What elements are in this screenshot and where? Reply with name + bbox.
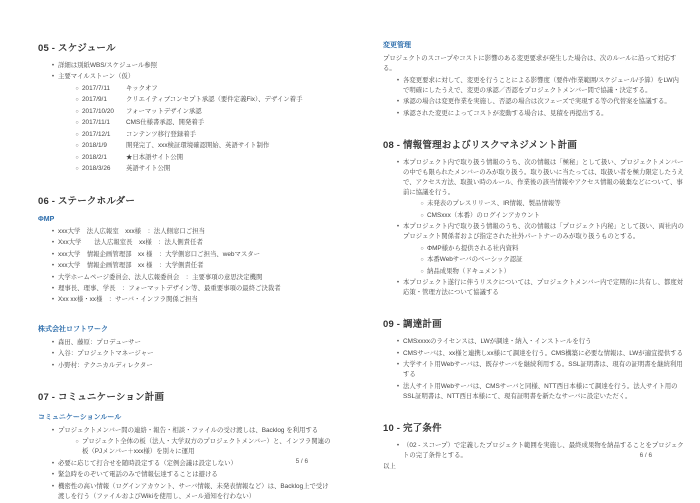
document-end-marker: 以上 xyxy=(383,463,396,471)
bullet-icon: • xyxy=(396,349,400,357)
stakeholder-group-mp-heading: ΦMP xyxy=(38,215,55,223)
milestone-row: ○ 2018/1/9 開発完了、xxx検証環境確認開始、英語サイト制作 xyxy=(38,141,334,151)
list-item: • CMSxxxxのライセンスは、LWが調達・納入・インストールを行う xyxy=(383,337,685,347)
page-number-right: 6 / 6 xyxy=(639,452,652,459)
list-item: • 大学ホームページ委員会、法人広報委員会 ：主要事項の意思決定機関 xyxy=(38,273,334,283)
list-item: ○ 未発表のプレスリリース、IR情報、製品情報等 xyxy=(383,199,685,209)
circle-bullet-icon: ○ xyxy=(75,97,79,104)
page-right-content xyxy=(383,40,685,474)
list-item: • 承認された変更によってコストが変動する場合は、見積を再提出する。 xyxy=(383,109,685,119)
list-item: • 必要に応じて打合せを随時設定する（定例会議は設定しない） xyxy=(38,459,334,469)
bullet-icon: • xyxy=(51,62,55,69)
bullet-icon: • xyxy=(51,250,55,258)
bullet-icon: • xyxy=(51,227,55,235)
circle-bullet-icon: ○ xyxy=(75,154,79,161)
list-item: • Xxx xx様・xx様 ：サーバ・インフラ関係ご担当 xyxy=(38,295,334,305)
milestone-row: ○ 2018/2/1 ★日本語サイト公開 xyxy=(38,153,334,163)
list-item: • （02 - スコープ）で定義したプロジェクト範囲を実施し、最終成果物を納品することをプロジェクトの完了条件とする。 xyxy=(383,441,685,461)
section-08-heading: 08 - 情報管理およびリスクマネジメント計画 xyxy=(383,140,578,152)
circle-bullet-icon: ○ xyxy=(75,108,79,115)
list-item: • 理事長、理事、学長 ：フォーマットデザイン等、最重要事項の最終ご決裁者 xyxy=(38,284,334,294)
bullet-icon: • xyxy=(396,159,400,167)
bullet-icon: • xyxy=(396,382,400,390)
list-item: • 入谷：プロジェクトマネージャー xyxy=(38,349,334,359)
document-page-left xyxy=(0,0,350,500)
bullet-icon: • xyxy=(51,262,55,270)
milestone-row: ○ 2017/11/1 CMS仕様書承認、開発着手 xyxy=(38,118,334,128)
milestone-row: ○ 2017/12/1 コンテンツ移行登録着手 xyxy=(38,130,334,140)
bullet-icon: • xyxy=(51,273,55,281)
circle-bullet-icon: ○ xyxy=(75,85,79,92)
bullet-icon: • xyxy=(51,338,55,346)
communication-rules-heading: コミュニケーションルール xyxy=(38,414,122,422)
list-item: • 本プロジェクト遂行に伴うリスクについては、プロジェクトメンバー内で定期的に共有し、都度対応策・管理方法について協議する xyxy=(383,278,685,298)
bullet-icon: • xyxy=(396,76,400,84)
circle-bullet-icon: ○ xyxy=(420,268,424,275)
list-item: • プロジェクトメンバー間の連絡・報告・相談・ファイルの受け渡しは、Backlog を利用する xyxy=(38,426,334,436)
list-item: • 法人サイト用Webサーバは、CMSサーバと同様、NTT西日本様にて調達を行う。法人サイト用のSSL証明書は、NTT西日本様にて、現有証明書を新たなサーバに設定いただく。 xyxy=(383,382,685,402)
bullet-icon: • xyxy=(396,338,400,346)
list-item: • xxx大学 法人広報室 xxx様 ：法人側窓口ご担当 xyxy=(38,227,334,237)
page-number-left: 5 / 6 xyxy=(295,458,308,465)
bullet-icon: • xyxy=(396,279,400,287)
bullet-icon: • xyxy=(396,441,400,449)
milestone-row: ○ 2018/3/26 英語サイト公開 xyxy=(38,164,334,174)
change-management-intro: プロジェクトのスコープやコストに影響のある変更要求が発生した場合は、次のルールに沿って対応する。 xyxy=(383,55,677,72)
circle-bullet-icon: ○ xyxy=(420,245,424,252)
bullet-icon: • xyxy=(51,471,55,479)
section-06-heading: 06 - ステークホルダー xyxy=(38,195,136,207)
section-10-heading: 10 - 完了条件 xyxy=(383,422,442,434)
list-item: ○ 本番Webサーバのベーシック認証 xyxy=(383,255,685,265)
list-item: • 本プロジェクト内で取り扱う情報のうち、次の情報は「極秘」として扱い、プロジェクトメンバーの中でも限られたメンバーのみが取り扱う。取り扱いに当たっては、取扱い者を極力限定したうえで、アクセス方法、取扱い時のルール、作業後の該当情報やアクセス情報の破棄などについて、事前に協議を行う。 xyxy=(383,158,685,198)
list-item: • 小野村：テクニカルディレクター xyxy=(38,361,334,371)
bullet-icon: • xyxy=(51,350,55,358)
bullet-icon: • xyxy=(51,239,55,247)
list-item: ○ プロジェクト全体の板（法人・大学双方のプロジェクトメンバー）と、インフラ関連の板（PJメンバー＋xxx様）を別々に運用 xyxy=(38,437,334,457)
bullet-icon: • xyxy=(51,459,55,467)
circle-bullet-icon: ○ xyxy=(75,166,79,173)
list-item: • xxx大学 情報企画管理部 xx 様 ：大学側窓口ご担当、webマスター xyxy=(38,250,334,260)
bullet-icon: • xyxy=(51,361,55,369)
change-management-heading: 変更管理 xyxy=(383,42,411,49)
list-item: • 緊急時をのぞいて電話のみで情報伝達することは避ける xyxy=(38,470,334,480)
circle-bullet-icon: ○ xyxy=(420,257,424,264)
bullet-icon: • xyxy=(51,296,55,304)
list-item: • 承認の場合は変更作業を実施し、否認の場合は次フェーズで実現する等の代替案を協議する。 xyxy=(383,97,685,107)
list-item: • 機密性の高い情報（ログインアカウント、サーバ情報、未発表情報など）は、Backlog上で受け渡しを行う（ファイルおよびWikiを使用し、メール通知を行わない） xyxy=(38,482,334,502)
bullet-icon: • xyxy=(51,427,55,435)
bullet-icon: • xyxy=(51,482,55,490)
bullet-icon: • xyxy=(396,361,400,369)
list-item: ○ ΦMP様から提供される社内資料 xyxy=(383,244,685,254)
section-09-heading: 09 - 調達計画 xyxy=(383,319,442,331)
list-item: ○ 納品成果物（ドキュメント） xyxy=(383,267,685,277)
list-item: • Xxx大学 法人広報室長 xx様 ：法人側責任者 xyxy=(38,238,334,248)
bullet-icon: • xyxy=(396,98,400,106)
milestone-row: ○ 2017/9/1 クリエイティブコンセプト承認（要件定義Fix）、デザイン着手 xyxy=(38,95,334,105)
bullet-icon: • xyxy=(396,223,400,231)
page-left-content xyxy=(38,40,334,503)
list-item: • 主要マイルストーン（仮） xyxy=(38,72,334,82)
list-item: • CMSサーバは、xx様と連携しxx様にて調達を行う。CMS構築に必要な情報は、LWが適宜提供する xyxy=(383,349,685,359)
circle-bullet-icon: ○ xyxy=(75,120,79,127)
list-item: ○ CMSxxx（本番）のログインアカウント xyxy=(383,211,685,221)
list-item: • 森田、藤原：プロデューサー xyxy=(38,338,334,348)
list-item: • 本プロジェクト内で取り扱う情報のうち、次の情報は「プロジェクト内秘」として扱い、両社内のプロジェクト関係者および指定された社外パートナーのみが取り扱うものとする。 xyxy=(383,222,685,242)
bullet-icon: • xyxy=(396,109,400,117)
document-page-right xyxy=(350,0,700,495)
circle-bullet-icon: ○ xyxy=(75,439,79,446)
list-item: • 詳細は別紙WBS/スケジュール参照 xyxy=(38,61,334,71)
stakeholder-group-loftwork-heading: 株式会社ロフトワーク xyxy=(38,325,108,333)
section-05-heading: 05 - スケジュール xyxy=(38,43,116,54)
bullet-icon: • xyxy=(51,284,55,292)
list-item: • xxx大学 情報企画管理部 xx 様 ：大学側責任者 xyxy=(38,261,334,271)
milestone-row: ○ 2017/10/20 フォーマットデザイン承認 xyxy=(38,107,334,117)
section-07-heading: 07 - コミュニケーション計画 xyxy=(38,392,165,404)
circle-bullet-icon: ○ xyxy=(75,131,79,138)
circle-bullet-icon: ○ xyxy=(420,212,424,219)
bullet-icon: • xyxy=(51,73,55,81)
list-item: • 大学サイト用Webサーバは、既存サーバを継続利用する。SSL証明書は、現有の証明書を継続利用する xyxy=(383,360,685,380)
list-item: • 各変更要求に対して、変更を行うことによる影響度（要件/作業範囲/スケジュール/予算）をLW内で明確にしたうえで、変更の承認／否認をプロジェクトメンバー間で協議・決定する。 xyxy=(383,76,685,96)
circle-bullet-icon: ○ xyxy=(420,201,424,208)
milestone-row: ○ 2017/7/11 キックオフ xyxy=(38,84,334,94)
circle-bullet-icon: ○ xyxy=(75,143,79,150)
